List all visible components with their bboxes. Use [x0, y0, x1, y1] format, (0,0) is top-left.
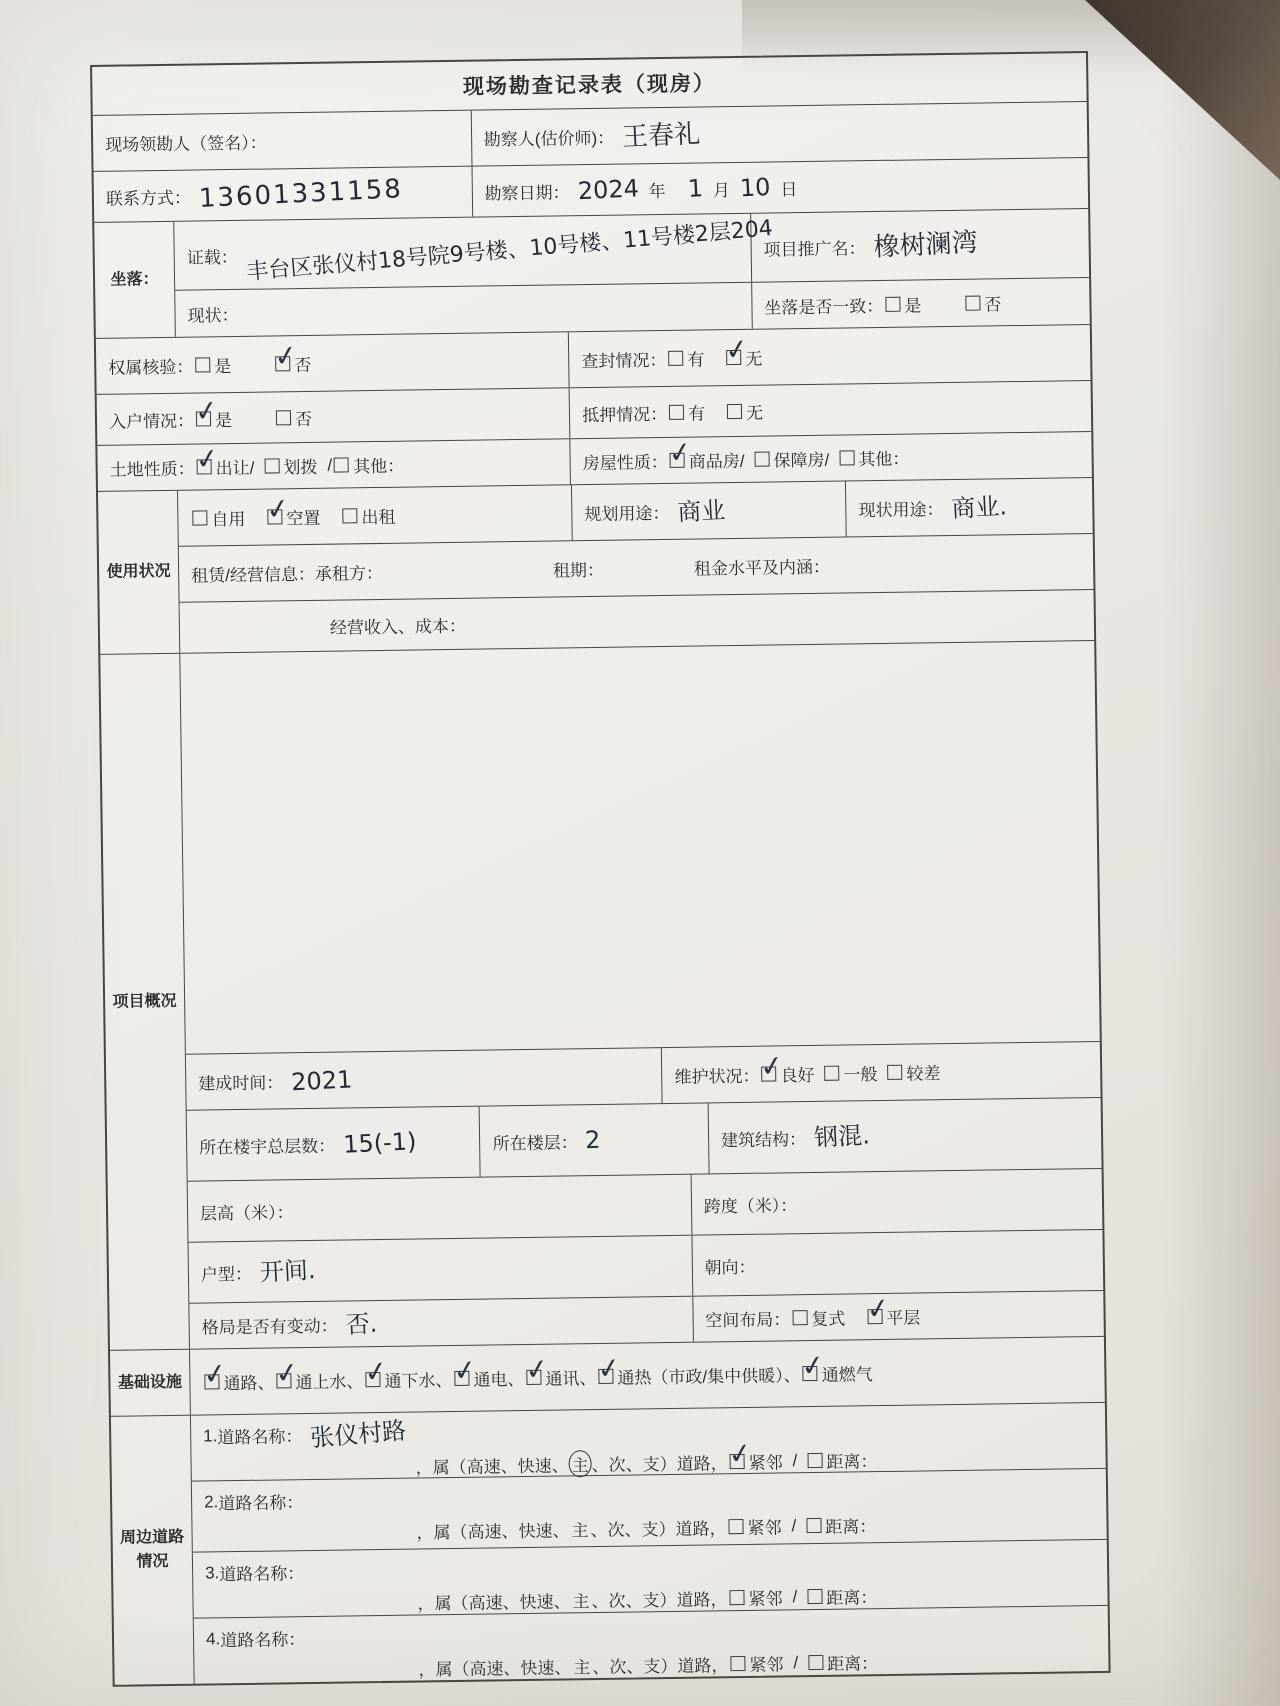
planned-use-cell [571, 481, 846, 540]
seizure-label: 查封情况： [581, 350, 667, 372]
promo-cell [750, 209, 1089, 282]
checkbox-house-affordable [754, 452, 769, 467]
checkbox-mortgage-no [727, 403, 742, 418]
project-notes-cell [180, 641, 1099, 1054]
road-1-number: 1. [203, 1425, 218, 1446]
current-floor-cell [479, 1103, 708, 1176]
survey-form [90, 51, 1111, 1687]
contact-number-handwritten: 13601331158 [198, 174, 404, 215]
location-group [94, 208, 1090, 338]
checkbox-maintenance-average [824, 1066, 839, 1081]
structure-label: 建筑结构： [720, 1129, 807, 1150]
ownership-cell [96, 332, 569, 394]
unit-type-cell [189, 1236, 692, 1303]
planned-use-handwritten: 商业 [676, 495, 727, 527]
planned-use-label: 规划用途： [584, 503, 670, 525]
checkbox-telecom [526, 1370, 541, 1385]
road-4-distance-label: 距离： [827, 1654, 879, 1674]
roads-label-line2: 情况 [136, 1553, 169, 1571]
date-month-handwritten: 1 [686, 174, 704, 203]
checkbox-rented [342, 508, 357, 523]
house-commodity-label: 商品房/ [688, 451, 745, 472]
checkbox-vacant [267, 509, 282, 524]
appraiser-name-handwritten: 王春礼 [621, 118, 701, 153]
land-separator: / [327, 455, 333, 475]
road-2-name-label: 道路名称： [218, 1493, 304, 1514]
checkbox-mortgage-yes [669, 404, 684, 419]
space-layout-label: 空间布局： [705, 1310, 791, 1331]
ownership-yes-label: 是 [214, 357, 232, 377]
road-1-name-handwritten: 张仪村路 [309, 1415, 408, 1452]
gas-label: 通燃气 [821, 1365, 873, 1385]
contact-cell [94, 167, 472, 222]
road-1-adjacent-label: 紧邻 [748, 1453, 783, 1473]
mortgage-no-label: 无 [745, 403, 764, 423]
road-access-label: 通路、 [223, 1373, 275, 1394]
checkbox-road-1-adjacent [730, 1454, 745, 1469]
checkbox-gas [803, 1366, 818, 1381]
checkbox-road-1-distance [807, 1453, 822, 1468]
project-notes-area [180, 641, 1099, 1054]
entry-label: 入户情况： [108, 411, 195, 432]
checkbox-water-supply [276, 1373, 291, 1388]
date-year-handwritten: 2024 [576, 174, 640, 206]
checkbox-road-2-distance [806, 1518, 821, 1533]
checkbox-seizure-no [726, 350, 741, 365]
road-row-2 [192, 1468, 1107, 1552]
road-1-distance-label: 距离： [826, 1452, 878, 1472]
lease-label: 租赁/经营信息：承租方： [191, 563, 384, 586]
layout-change-label: 格局是否有变动： [201, 1316, 338, 1338]
orientation-cell [691, 1230, 1103, 1296]
flat-label: 平层 [886, 1308, 921, 1328]
road-4-cell [194, 1606, 1109, 1684]
span-cell [690, 1169, 1102, 1235]
road-2-slash: / [791, 1515, 797, 1535]
heating-label: 通热（市政/集中供暖）、 [617, 1366, 801, 1388]
road-4-opts-pre: 高速、快速、 [469, 1658, 572, 1679]
road-4-number: 4. [205, 1628, 221, 1649]
built-cell [186, 1048, 662, 1110]
current-use-cell [845, 478, 1093, 536]
roads-row-label [111, 1416, 195, 1685]
checkbox-road-3-adjacent [729, 1590, 744, 1605]
promo-name-handwritten: 橡树澜湾 [872, 227, 979, 263]
built-year-handwritten: 2021 [290, 1064, 353, 1096]
contact-label: 联系方式： [105, 188, 192, 209]
checkbox-self-use [192, 510, 207, 525]
road-3-main-option: 主 [572, 1592, 590, 1612]
ownership-no-label: 否 [294, 355, 312, 376]
road-1-opts-pre: 高速、快速、 [466, 1456, 569, 1477]
road-1-cell [191, 1403, 1106, 1481]
road-1-name-label: 道路名称： [217, 1427, 303, 1448]
road-2-cell [192, 1469, 1107, 1552]
maintenance-average-label: 一般 [843, 1065, 878, 1085]
checkbox-land-grant [197, 459, 212, 474]
current-use-label: 现状用途： [858, 500, 944, 521]
checkbox-seizure-yes [668, 351, 683, 366]
usage-row-label: 使用状况 [98, 491, 180, 654]
maintenance-good-label: 良好 [780, 1065, 815, 1086]
telecom-label: 通讯、 [545, 1369, 597, 1389]
location-row-label: 坐落： [94, 222, 176, 338]
duplex-label: 复式 [811, 1309, 846, 1330]
current-use-handwritten: 商业. [950, 491, 1008, 523]
checkbox-house-other [839, 450, 854, 465]
unit-orientation-row [188, 1229, 1103, 1303]
road-4-pre: ，属（ [418, 1659, 470, 1680]
photo-background-corner [1085, 0, 1280, 180]
electricity-label: 通电、 [473, 1370, 525, 1390]
consistency-no-label: 否 [984, 294, 1002, 315]
checkbox-drainage [365, 1372, 380, 1387]
checkbox-flat [867, 1309, 882, 1324]
deed-row [174, 209, 1089, 290]
checkbox-entry-yes [196, 411, 211, 426]
road-3-post: ）道路， [659, 1590, 728, 1611]
infrastructure-row [190, 1337, 1105, 1415]
structure-cell [708, 1098, 1102, 1173]
road-2-distance-label: 距离： [825, 1517, 877, 1537]
span-label: 跨度（米）： [703, 1195, 798, 1217]
total-floors-cell [187, 1107, 480, 1181]
road-4-slash: / [793, 1652, 799, 1672]
space-layout-cell [692, 1291, 1104, 1342]
road-1-opts-post: 、次、支 [591, 1455, 660, 1476]
page-title: 现场勘查记录表（现房） [462, 72, 717, 99]
checkbox-consistency-yes [885, 296, 900, 311]
lead-surveyor-label: 现场领勘人（签名）： [105, 133, 267, 155]
consistency-label: 坐落是否一致： [764, 296, 884, 318]
checkbox-consistency-no [965, 295, 980, 310]
consistency-yes-label: 是 [904, 295, 922, 316]
checkbox-maintenance-good [761, 1066, 776, 1081]
road-row-4 [194, 1605, 1109, 1684]
land-cell [97, 439, 570, 491]
road-3-opts-pre: 高速、快速、 [468, 1592, 571, 1613]
road-2-pre: ，属（ [416, 1522, 468, 1543]
road-4-name-label: 道路名称： [220, 1630, 306, 1651]
road-2-post: ）道路， [658, 1519, 727, 1540]
road-1-post: ）道路， [659, 1454, 728, 1475]
height-span-row [188, 1168, 1103, 1242]
current-floor-label: 所在楼层： [492, 1132, 578, 1153]
day-unit: 日 [780, 179, 798, 199]
storey-height-cell [188, 1175, 691, 1242]
floors-row [187, 1097, 1102, 1181]
checkbox-house-commodity [670, 453, 685, 468]
consistency-cell [751, 278, 1090, 329]
road-2-adjacent-label: 紧邻 [747, 1518, 782, 1538]
land-grant-label: 出让/ [215, 458, 255, 479]
checkbox-road-4-adjacent [730, 1656, 745, 1671]
road-3-cell [193, 1540, 1108, 1618]
maintenance-cell [661, 1042, 1100, 1103]
maintenance-poor-label: 较差 [906, 1064, 941, 1084]
mortgage-label: 抵押情况： [581, 404, 668, 425]
checkbox-land-allocated [264, 458, 279, 473]
road-3-adjacent-label: 紧邻 [748, 1589, 783, 1609]
infrastructure-group [110, 1336, 1105, 1416]
house-cell [569, 432, 1091, 484]
photo-right-shadow [1160, 0, 1280, 1706]
storey-height-label: 层高（米）： [199, 1202, 294, 1224]
entry-yes-label: 是 [214, 410, 233, 430]
infrastructure-row-label: 基础设施 [110, 1350, 191, 1416]
appraiser-cell [470, 102, 1087, 166]
house-label: 房屋性质： [582, 452, 668, 474]
layout-change-cell [189, 1297, 692, 1349]
maintenance-label: 维护状况： [674, 1066, 760, 1087]
usage-group [98, 477, 1094, 654]
deed-cell [174, 214, 774, 290]
seizure-yes-label: 有 [687, 350, 705, 370]
unit-type-handwritten: 开间. [259, 1255, 317, 1287]
checkbox-entry-no [276, 410, 291, 425]
mortgage-yes-label: 有 [687, 403, 706, 424]
checkbox-road-2-adjacent [728, 1519, 743, 1534]
drainage-label: 通下水、 [384, 1371, 453, 1391]
lead-surveyor-cell [93, 111, 471, 171]
entry-no-label: 否 [294, 409, 313, 429]
road-2-main-option: 主 [571, 1521, 589, 1541]
total-floors-handwritten: 15(-1) [342, 1127, 417, 1159]
self-use-label: 自用 [211, 509, 246, 530]
road-1-pre: ，属（ [415, 1457, 467, 1478]
rent-label: 租金水平及内涵： [693, 557, 830, 579]
project-row-label: 项目概况 [100, 654, 190, 1350]
mortgage-cell [569, 381, 1092, 438]
entry-cell [97, 388, 570, 445]
roads-label-line1: 周边道路 [119, 1528, 185, 1547]
seizure-cell [568, 325, 1091, 387]
road-1-slash: / [792, 1450, 798, 1470]
infrastructure-cell [190, 1337, 1105, 1415]
rented-label: 出租 [361, 507, 396, 528]
land-other-label: 其他： [353, 456, 405, 477]
current-floor-handwritten: 2 [584, 1125, 602, 1155]
road-4-opts-post: 、次、支 [592, 1657, 661, 1678]
road-2-number: 2. [203, 1491, 219, 1512]
orientation-label: 朝向： [704, 1257, 756, 1278]
road-3-pre: ，属（ [417, 1593, 469, 1614]
checkbox-duplex [792, 1310, 807, 1325]
road-3-distance-label: 距离： [826, 1588, 878, 1608]
checkbox-road-3-distance [807, 1589, 822, 1604]
structure-handwritten: 钢混. [813, 1121, 871, 1152]
built-label: 建成时间： [198, 1073, 284, 1094]
status-label: 现状： [187, 305, 239, 326]
land-label: 土地性质： [109, 459, 195, 480]
ownership-label: 权属核验： [108, 357, 194, 378]
road-4-main-option: 主 [573, 1658, 591, 1678]
road-3-name-label: 道路名称： [219, 1564, 305, 1585]
usage-options-cell [178, 485, 572, 545]
house-affordable-label: 保障房/ [773, 450, 830, 471]
checkbox-heating [598, 1369, 613, 1384]
project-group [100, 640, 1104, 1350]
road-2-opts-post: 、次、支 [590, 1520, 659, 1541]
vacant-label: 空置 [286, 508, 321, 529]
checkbox-electricity [454, 1371, 469, 1386]
date-day-handwritten: 10 [739, 172, 772, 203]
month-unit: 月 [712, 180, 731, 200]
checkbox-road-access [204, 1374, 219, 1389]
road-3-slash: / [792, 1586, 798, 1606]
road-row-1 [191, 1403, 1106, 1481]
year-unit: 年 [648, 181, 666, 201]
road-1-main-option: 主 [568, 1450, 591, 1477]
income-label: 经营收入、成本： [329, 616, 467, 638]
seizure-no-label: 无 [745, 349, 763, 369]
water-supply-label: 通上水、 [295, 1372, 364, 1393]
roads-group [111, 1402, 1109, 1685]
layout-change-handwritten: 否. [344, 1309, 378, 1339]
unit-type-label: 户型： [200, 1264, 253, 1285]
total-floors-label: 所在楼宇总层数： [199, 1136, 336, 1158]
road-3-number: 3. [204, 1562, 220, 1583]
road-3-opts-post: 、次、支 [591, 1591, 660, 1612]
road-4-adjacent-label: 紧邻 [749, 1655, 784, 1675]
date-cell [471, 158, 1088, 217]
road-row-3 [193, 1539, 1108, 1618]
deed-address-handwritten: 丰台区张仪村18号院9号楼、10号楼、11号楼2层204 [245, 216, 774, 286]
house-other-label: 其他： [858, 449, 910, 470]
checkbox-ownership-yes [195, 357, 210, 372]
land-allocated-label: 划拨 [283, 457, 318, 478]
appraiser-label: 勘察人(估价师)： [483, 128, 615, 150]
road-2-opts-pre: 高速、快速、 [467, 1521, 570, 1542]
deed-label: 证载： [186, 247, 238, 268]
road-4-post: ）道路， [660, 1656, 729, 1677]
checkbox-land-other [334, 457, 349, 472]
checkbox-maintenance-poor [887, 1065, 902, 1080]
promo-label: 项目推广名： [763, 238, 866, 260]
term-label: 租期： [552, 560, 605, 581]
checkbox-road-4-distance [808, 1655, 823, 1670]
checkbox-ownership-no [275, 356, 290, 371]
status-cell [175, 283, 751, 337]
survey-date-label: 勘察日期： [484, 182, 570, 203]
